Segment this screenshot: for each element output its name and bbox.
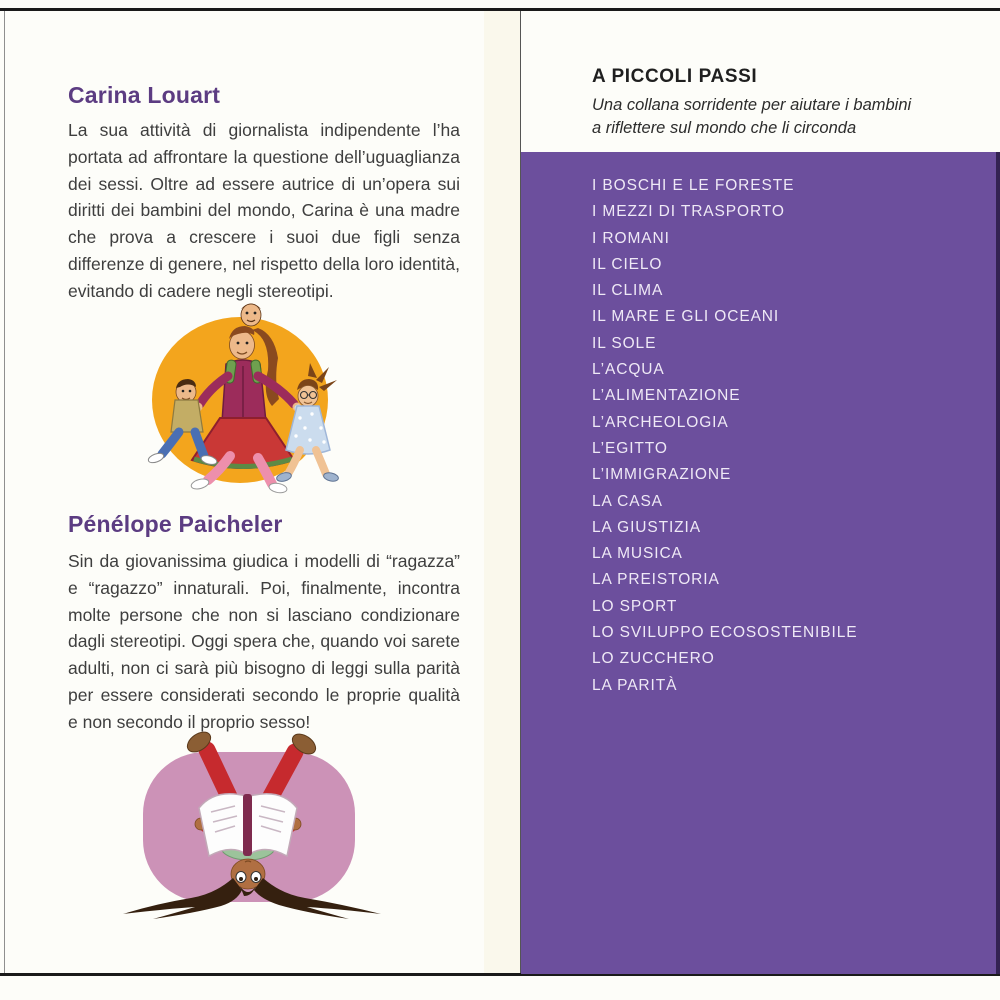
author-name-heading: Carina Louart: [68, 82, 221, 108]
author-bio-paragraph: La sua attività di giornalista indipendente l’ha portata ad affrontare la questione dell’uguaglianza dei sessi. Oltre ad essere autrice di un’opera sui diritti dei bambini del mondo, Carina è una madre che prova a crescere i suoi due figli senza differenze di genere, nel rispetto della loro identità, evitando di cadere negli stereotipi.: [68, 120, 460, 301]
book-spine-gap: [484, 11, 521, 973]
series-title-item: LA GIUSTIZIA: [592, 518, 701, 536]
series-title-item: LA PREISTORIA: [592, 571, 720, 589]
family-walk-illustration: [100, 288, 430, 498]
series-title-item: I MEZZI DI TRASPORTO: [592, 203, 785, 221]
series-title-item: L’IMMIGRAZIONE: [592, 466, 732, 484]
series-title-item: I BOSCHI E LE FORESTE: [592, 177, 795, 194]
author-bio-paragraph: Sin da giovanissima giudica i modelli di “ragazza” e “ragazzo” innaturali. Poi, finalmente, incontra molte persone che non si lasciano condizionare dagli stereotipi. Oggi spera che, quando voi sarete adulti, non ci sarà più bisogno di leggi sulla parità per essere considerati secondo le proprie qualità e non secondo il proprio sesso!: [68, 551, 460, 732]
series-title-item: L’EGITTO: [592, 439, 668, 457]
series-title-item: IL SOLE: [592, 334, 657, 352]
series-titles-panel: [521, 152, 1000, 974]
upside-down-reader-illustration: [95, 726, 415, 922]
series-subtitle: [592, 94, 911, 140]
series-title-item: IL CLIMA: [592, 282, 664, 300]
series-title-item: LO ZUCCHERO: [592, 650, 715, 668]
series-title-item: L’ACQUA: [592, 361, 665, 379]
series-title-item: L’ALIMENTAZIONE: [592, 387, 741, 405]
series-title-item: IL CIELO: [592, 255, 663, 273]
series-title-item: LA CASA: [592, 492, 663, 510]
series-title: A PICCOLI PASSI: [592, 66, 758, 87]
series-title-item: LA MUSICA: [592, 545, 683, 563]
series-title-item: L’ARCHEOLOGIA: [592, 413, 729, 431]
series-subtitle-line1: Una collana sorridente per aiutare i bambini: [592, 96, 912, 114]
series-title-item: I ROMANI: [592, 229, 670, 247]
series-title-item: IL MARE E GLI OCEANI: [592, 308, 780, 326]
series-subtitle-line2: a riflettere sul mondo che li circonda: [592, 119, 857, 137]
series-title-item: LA PARITÀ: [592, 676, 678, 694]
author-name-heading: Pénélope Paicheler: [68, 511, 283, 537]
left-page-edge-line: [4, 11, 5, 973]
series-titles-list: [592, 173, 857, 699]
series-title-item: LO SVILUPPO ECOSOSTENIBILE: [592, 624, 858, 642]
series-title-item: LO SPORT: [592, 597, 678, 615]
